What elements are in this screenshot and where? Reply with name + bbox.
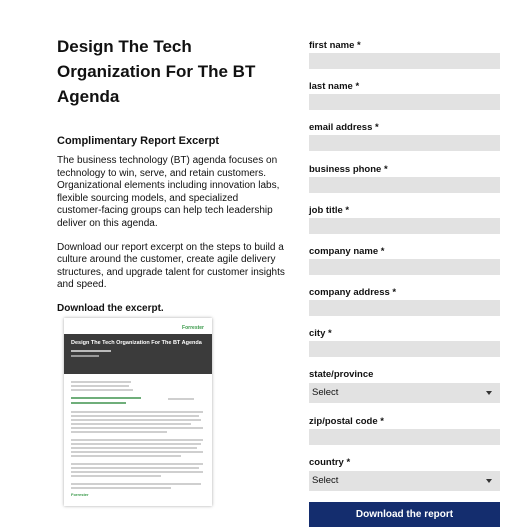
- business-phone-label: business phone *: [309, 164, 388, 175]
- thumbnail-text-line: [71, 451, 203, 453]
- forrester-logo: Forrester: [182, 325, 204, 331]
- thumbnail-text-line: [71, 447, 197, 449]
- job-title-field: [309, 205, 500, 216]
- thumbnail-text-line: [168, 398, 194, 400]
- thumbnail-text-line: [71, 443, 201, 445]
- company-address-label: company address *: [309, 287, 397, 298]
- thumbnail-text-line: [71, 463, 203, 465]
- state-province-select[interactable]: [309, 383, 500, 403]
- thumbnail-text-line: [71, 427, 203, 429]
- business-phone-input[interactable]: [309, 177, 500, 193]
- title-line-2: Organization For The BT: [57, 62, 256, 81]
- thumbnail-heading-line: [71, 402, 126, 404]
- last-name-label: last name *: [309, 81, 360, 92]
- last-name-field: [309, 81, 500, 92]
- thumbnail-text-line: [71, 381, 131, 383]
- thumbnail-text-line: [71, 419, 201, 421]
- email-field: [309, 122, 500, 133]
- company-name-label: company name *: [309, 246, 385, 257]
- excerpt-paragraph: Download our report excerpt on the steps to build a culture around the customer, create agile delivery structures, and upgrade talent for customer insights and speed.: [57, 241, 285, 291]
- thumbnail-text-line: [71, 455, 181, 457]
- thumbnail-title: Design The Tech Organization For The BT Agenda: [71, 340, 202, 346]
- job-title-input[interactable]: [309, 218, 500, 234]
- title-line-1: Design The Tech: [57, 37, 192, 56]
- thumbnail-text-line: [71, 431, 167, 433]
- state-province-field: [309, 369, 500, 398]
- zip-postal-field: [309, 416, 500, 427]
- thumbnail-text-line: [71, 439, 203, 441]
- first-name-input[interactable]: [309, 53, 500, 69]
- thumbnail-text-line: [71, 415, 199, 417]
- chevron-down-icon: [486, 479, 492, 483]
- country-label: country *: [309, 457, 351, 468]
- thumbnail-footer-logo: Forrester: [71, 492, 89, 497]
- company-address-input[interactable]: [309, 300, 500, 316]
- thumbnail-subline: [71, 355, 99, 357]
- intro-panel: [57, 34, 285, 314]
- page-title: [57, 34, 285, 109]
- company-address-field: [309, 287, 500, 298]
- thumbnail-text-line: [71, 475, 161, 477]
- thumbnail-text-line: [71, 385, 129, 387]
- job-title-label: job title *: [309, 205, 350, 216]
- thumbnail-text-line: [71, 389, 133, 391]
- state-province-value: Select: [312, 387, 339, 398]
- country-field: [309, 457, 500, 486]
- thumbnail-heading-line: [71, 397, 141, 399]
- thumbnail-text-line: [71, 471, 203, 473]
- email-input[interactable]: [309, 135, 500, 151]
- city-field: [309, 328, 500, 339]
- state-province-label: state/province: [309, 369, 374, 380]
- chevron-down-icon: [486, 391, 492, 395]
- country-value: Select: [312, 475, 339, 486]
- company-name-input[interactable]: [309, 259, 500, 275]
- download-excerpt-text: Download the excerpt.: [57, 302, 164, 314]
- city-label: city *: [309, 328, 332, 339]
- thumbnail-text-line: [71, 467, 199, 469]
- thumbnail-text-line: [71, 483, 201, 485]
- country-select[interactable]: [309, 471, 500, 491]
- report-thumbnail: [64, 318, 212, 506]
- first-name-label: first name *: [309, 40, 361, 51]
- intro-paragraph: The business technology (BT) agenda focuses on technology to win, serve, and retain customers. Organizational elements including innovation labs, flexible sourcing models, and specialized customer-facing groups can help tech leadership deliver on this agenda.: [57, 155, 280, 229]
- company-name-field: [309, 246, 500, 257]
- thumbnail-text-line: [71, 411, 203, 413]
- title-line-3: Agenda: [57, 87, 120, 106]
- city-input[interactable]: [309, 341, 500, 357]
- thumbnail-text-line: [71, 487, 171, 489]
- thumbnail-subline: [71, 350, 111, 352]
- download-report-button[interactable]: Download the report: [309, 502, 500, 527]
- email-label: email address *: [309, 122, 379, 133]
- first-name-field: [309, 40, 500, 51]
- thumbnail-header-band: [64, 334, 212, 374]
- thumbnail-text-line: [71, 423, 191, 425]
- last-name-input[interactable]: [309, 94, 500, 110]
- business-phone-field: [309, 164, 500, 175]
- zip-postal-input[interactable]: [309, 429, 500, 445]
- zip-postal-label: zip/postal code *: [309, 416, 384, 427]
- report-subtitle: Complimentary Report Excerpt: [57, 135, 219, 147]
